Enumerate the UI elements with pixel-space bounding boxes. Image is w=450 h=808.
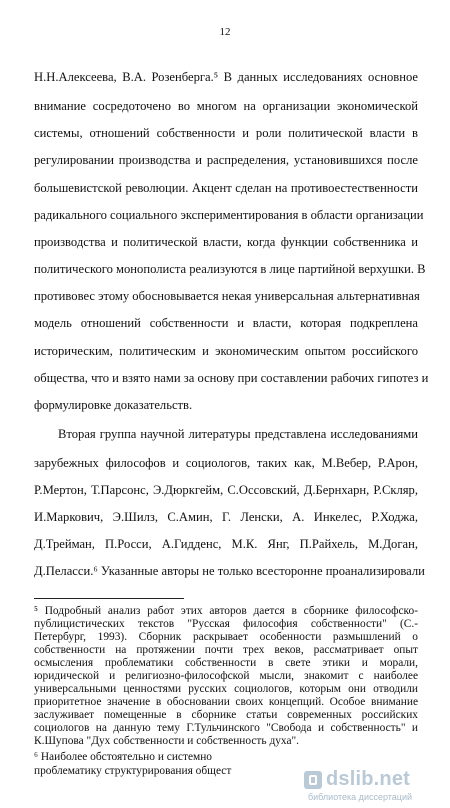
body-line: большевистской революции. Акцент сделан на противоестественности (34, 181, 418, 195)
body-line: политического монополиста реализуются в лице партийной верхушки. В (34, 262, 426, 276)
footnote-line: ⁵ Подробный анализ работ этих авторов дается в сборнике философско- (34, 605, 418, 617)
footnote-line: собственности на протяжении почти трех веков, рассматривает опыт (34, 644, 418, 656)
body-line: Р.Мертон, Т.Парсонс, Э.Дюркгейм, С.Оссовский, Д.Бернхарн, Р.Скляр, (34, 483, 418, 497)
body-line: внимание сосредоточено во многом на организации экономической (34, 99, 418, 113)
footnote-line: Петербург, 1993). Сборник раскрывает особенности размышлений о (34, 631, 418, 643)
book-icon (304, 771, 322, 789)
footnote-line: социологов на данную тему Г.Тульчинского "Свобода и собственность" и (34, 722, 418, 734)
body-line: общества, что и взято нами за основу при составлении рабочих гипотез и (34, 371, 429, 385)
body-line: системы, отношений собственности и роли политической власти в (34, 126, 418, 140)
footnote-line: проблематику структурирования общест (34, 765, 232, 777)
body-line: зарубежных философов и социологов, таких как, М.Вебер, Р.Арон, (34, 456, 418, 470)
body-line: Д.Трейман, П.Росси, А.Гидденс, М.К. Янг, П.Райхель, М.Доган, (34, 537, 418, 551)
body-line: регулировании производства и распределения, установившихся после (34, 153, 418, 167)
dslib-watermark[interactable] (304, 768, 442, 804)
footnote-line: приоритетное значение в обосновании своих концепций. Особое внимание (34, 696, 418, 708)
watermark-logo: dslib.net (326, 768, 411, 790)
footnote-line: универсальными ценностями русских социологов, которым они отводили (34, 683, 418, 695)
footnote-line: К.Шупова "Дух собственности и собственность духа". (34, 735, 300, 747)
body-line: формулировке доказательств. (34, 398, 193, 412)
body-line: Н.Н.Алексеева, В.А. Розенберга.⁵ В данных исследованиях основное (34, 70, 418, 84)
footnote-line: осмысления проблематики собственности в свете этики и морали, (34, 657, 418, 669)
footnote-line: заслуживает помещенные в сборнике статьи современных российских (34, 709, 418, 721)
body-line: Д.Пеласси.⁶ Указанные авторы не только всесторонне проанализировали (34, 564, 425, 578)
footnote-divider (34, 598, 184, 599)
paragraph-first-line: Вторая группа научной литературы представлена исследованиями (58, 427, 418, 441)
footnote-line: юридической и религиозно-философской мысли, знакомит с наиболее (34, 670, 418, 682)
footnote-line: ⁶ Наиболее обстоятельно и системно (34, 751, 213, 763)
body-line: противовес этому обосновывается некая универсальная альтернативная (34, 289, 420, 303)
body-line: радикального социального экспериментирования в области организации (34, 208, 424, 222)
body-line: И.Маркович, Э.Шилз, С.Амин, Г. Ленски, А. Инкелес, Р.Ходжа, (34, 510, 418, 524)
watermark-tagline: библиотека диссертаций (308, 792, 413, 802)
page-number: 12 (219, 26, 231, 38)
body-line: историческим, политическим и экономическим опытом российского (34, 344, 418, 358)
footnote-line: публицистических текстов "Русская философия собственности" (С.- (34, 618, 418, 630)
body-line: производства и политической власти, когда функции собственника и (34, 235, 418, 249)
body-line: модель отношений собственности и власти, которая подкреплена (34, 316, 418, 330)
